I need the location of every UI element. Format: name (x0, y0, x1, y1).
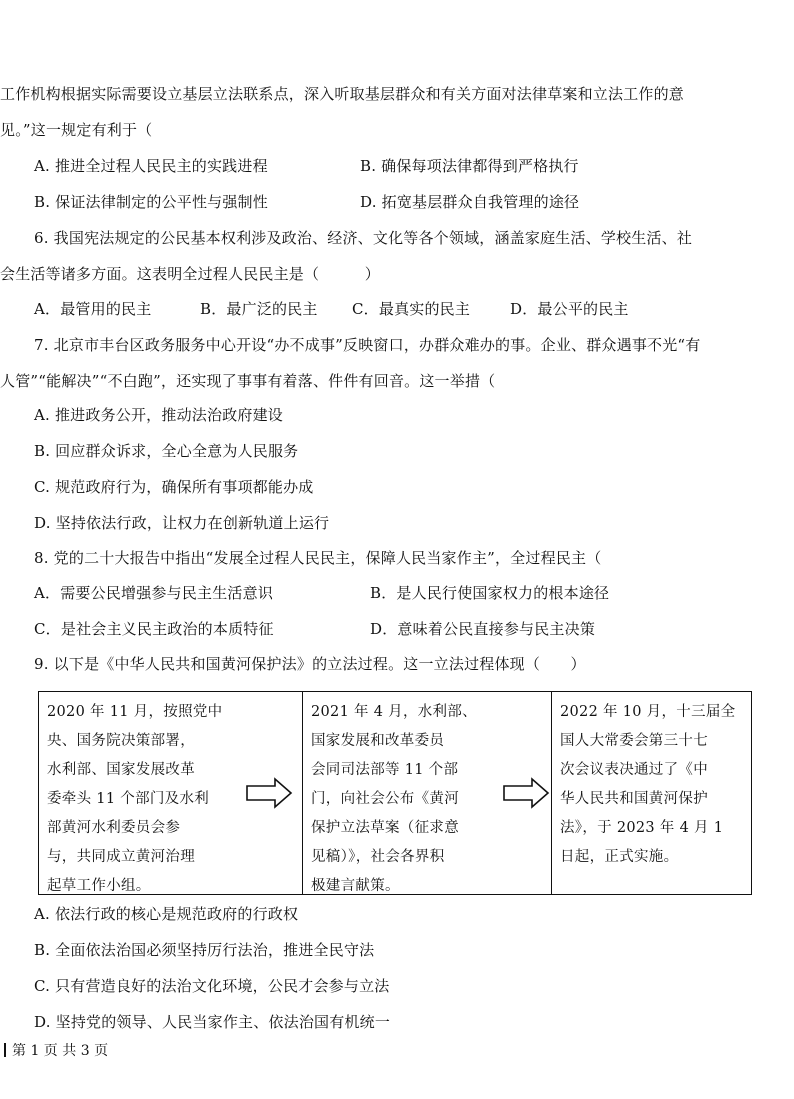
flow-step-2-text: 2021 年 4 月，水利部、 国家发展和改革委员 会同司法部等 11 个部 门，向社会公布《黄河 保护立法草案（征求意 见稿）》，社会各界积 极建言献策。 (311, 704, 477, 894)
q5-option-a: A. 推进全过程人民民主的实践进程 (34, 157, 268, 175)
q8-option-a: A．需要公民增强参与民主生活意识 (34, 584, 274, 602)
q6-stem-line-2: 会生活等诸多方面。这表明全过程人民民主是（ ） (0, 265, 381, 283)
q5-stem-line-2: 见。”这一规定有利于（ (0, 121, 153, 139)
q9-option-d: D. 坚持党的领导、人民当家作主、依法治国有机统一 (34, 1013, 391, 1031)
q8-option-b: B．是人民行使国家权力的根本途径 (370, 584, 610, 602)
q5-option-b: B. 确保每项法律都得到严格执行 (360, 157, 579, 175)
page-footer (4, 1041, 108, 1061)
q6-option-a: A．最管用的民主 (34, 300, 152, 318)
margin-bar-mark (4, 1043, 6, 1057)
q6-option-d: D．最公平的民主 (510, 300, 629, 318)
flow-connector-1 (235, 691, 303, 895)
q5-option-c: B. 保证法律制定的公平性与强制性 (34, 193, 268, 211)
q6-stem-line-1: 6. 我国宪法规定的公民基本权利涉及政治、经济、文化等各个领域，涵盖家庭生活、学校生活、社 (34, 229, 693, 247)
q8-option-c: C．是社会主义民主政治的本质特征 (34, 620, 274, 638)
q6-option-b: B．最广泛的民主 (200, 300, 318, 318)
legislation-flowchart (38, 691, 752, 897)
flow-step-1-text: 2020 年 11 月，按照党中 央、国务院决策部署， 水利部、国家发展改革 委牵头 11 个部门及水利 部黄河水利委员会参 与，共同成立黄河治理 起草工作小组。 (47, 704, 223, 894)
q8-option-d: D．意味着公民直接参与民主决策 (370, 620, 596, 638)
q7-stem-line-2: 人管”“能解决”“不白跑”，还实现了事事有着落、件件有回音。这一举措（ (0, 372, 496, 390)
page-number: 第 1 页 共 3 页 (12, 1043, 109, 1059)
flow-step-2 (302, 691, 500, 895)
q5-option-d: D. 拓宽基层群众自我管理的途径 (360, 193, 580, 211)
q7-option-d: D. 坚持依法行政，让权力在创新轨道上运行 (34, 514, 330, 532)
q7-stem-line-1: 7. 北京市丰台区政务服务中心开设“办不成事”反映窗口，办群众难办的事。企业、群众遇事不光“有 (34, 336, 701, 354)
right-arrow-icon (245, 776, 293, 810)
q8-stem: 8. 党的二十大报告中指出“发展全过程人民民主，保障人民当家作主”，全过程民主（ (34, 549, 602, 567)
flow-step-3 (551, 691, 752, 895)
q9-option-a: A. 依法行政的核心是规范政府的行政权 (34, 905, 299, 923)
right-arrow-icon (502, 776, 550, 810)
q9-option-b: B. 全面依法治国必须坚持厉行法治，推进全民守法 (34, 941, 375, 959)
q7-option-b: B. 回应群众诉求，全心全意为人民服务 (34, 442, 299, 460)
q6-option-c: C．最真实的民主 (352, 300, 471, 318)
q5-stem-line-1: 工作机构根据实际需要设立基层立法联系点，深入听取基层群众和有关方面对法律草案和立法工作的意 (0, 85, 685, 103)
q7-option-a: A. 推进政务公开，推动法治政府建设 (34, 406, 283, 424)
q9-stem: 9. 以下是《中华人民共和国黄河保护法》的立法过程。这一立法过程体现（ ） (34, 655, 586, 673)
flow-connector-2 (499, 691, 552, 895)
q7-option-c: C. 规范政府行为，确保所有事项都能办成 (34, 478, 314, 496)
flow-step-1 (38, 691, 236, 895)
q9-option-c: C. 只有营造良好的法治文化环境，公民才会参与立法 (34, 977, 390, 995)
flow-step-3-text: 2022 年 10 月，十三届全 国人大常委会第三十七 次会议表决通过了《中 华人民共和国黄河保护 法》，于 2023 年 4 月 1 日起，正式实施。 (560, 704, 736, 865)
